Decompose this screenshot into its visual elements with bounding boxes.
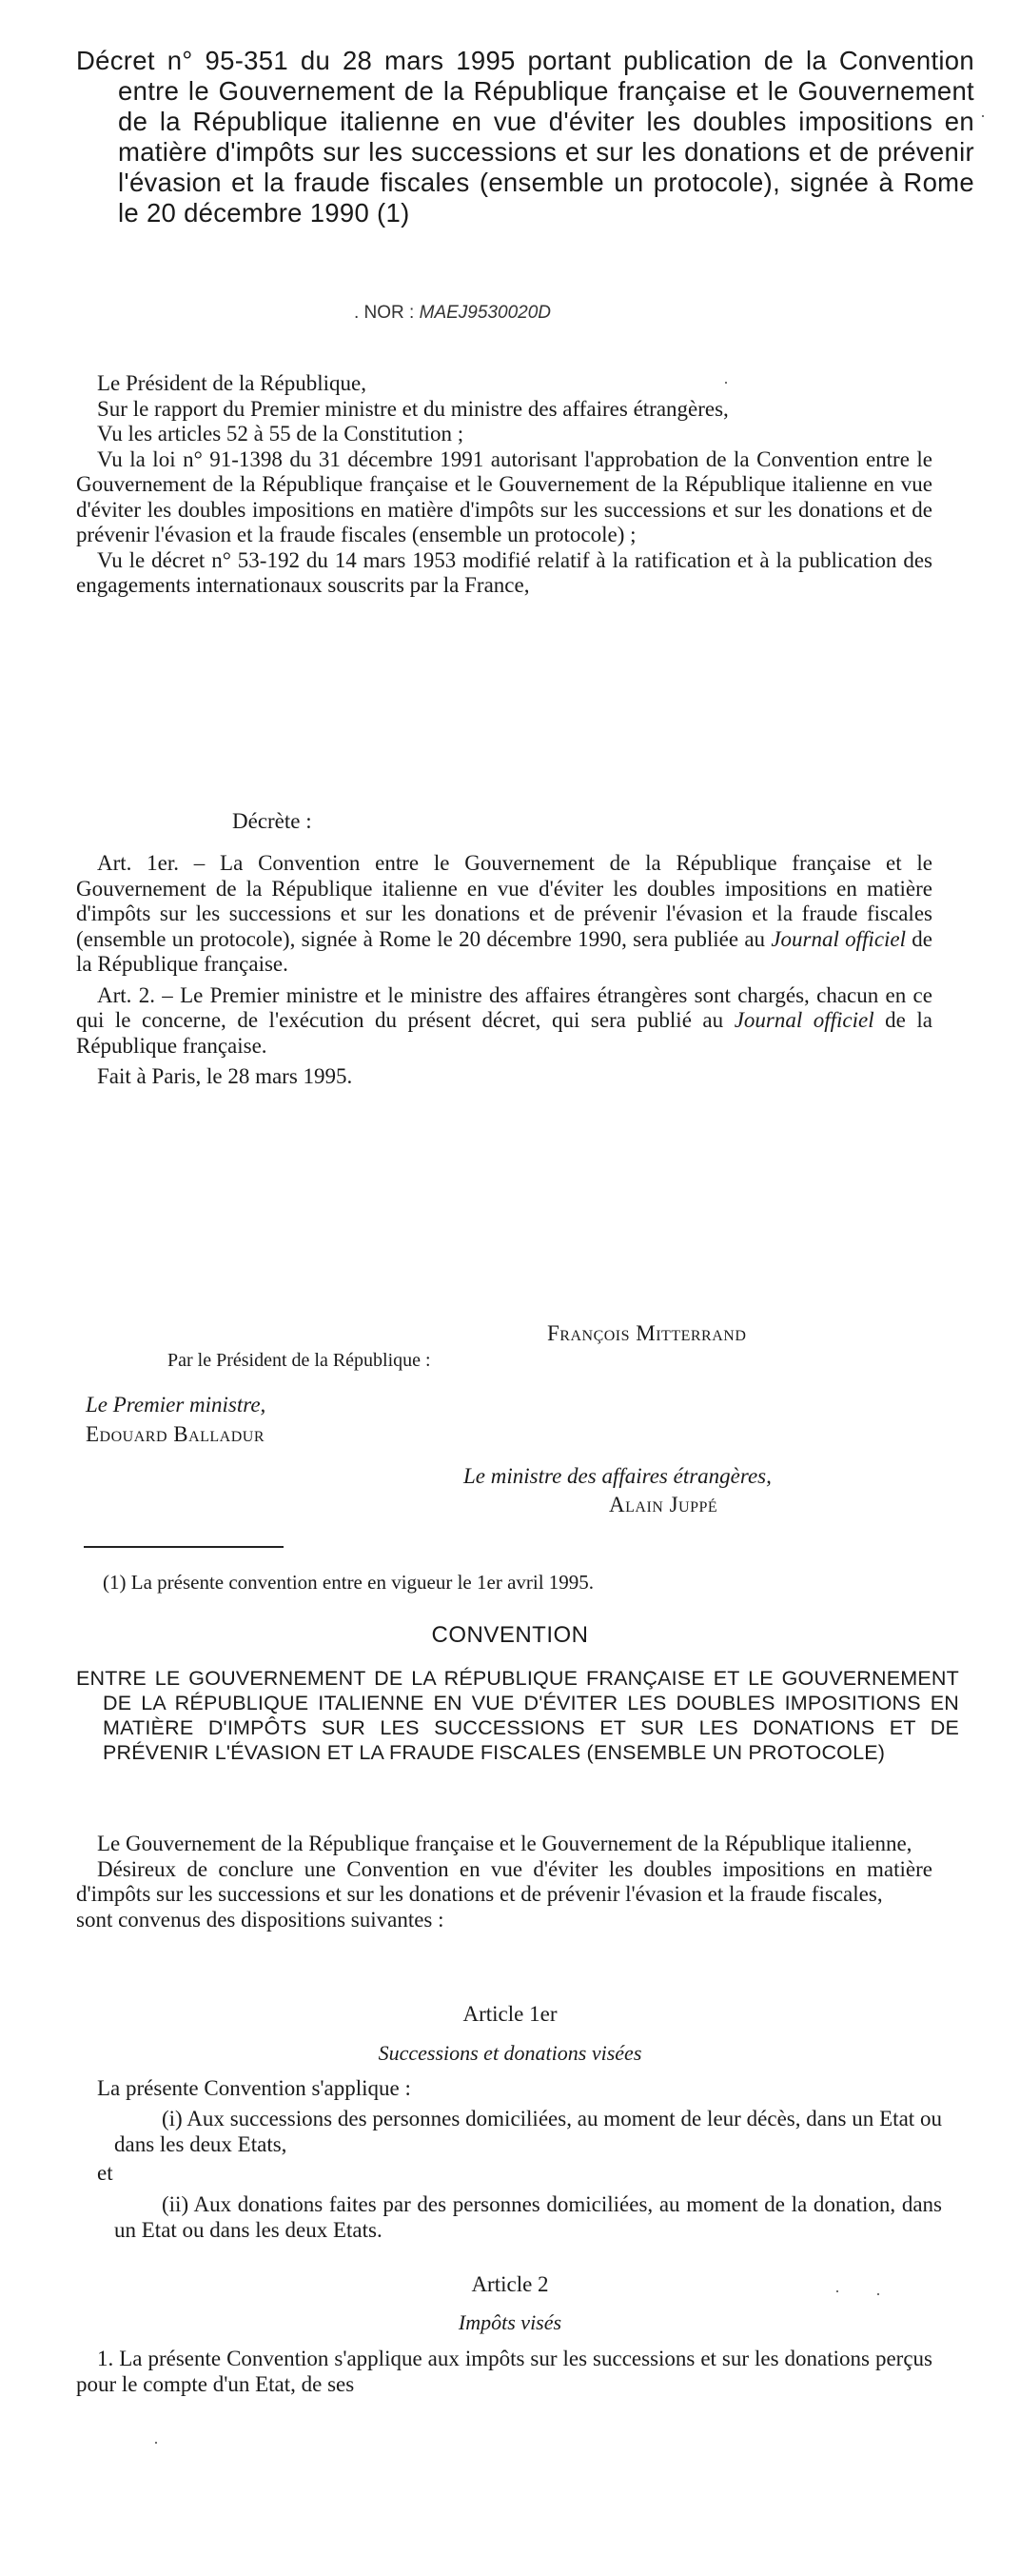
article-1: Art. 1er. – La Convention entre le Gouvernement de la République française et le Gouvernement de la République italienne en vue d'éviter les doubles impositions en matière d'impôts sur les successions et sur les donations et de prévenir l'évasion et la fraude fiscales (ensemble un protocole), signée à Rome le 20 décembre 1990, sera publiée au Journal officiel de la République française. bbox=[76, 851, 932, 976]
convention-intro-3: sont convenus des dispositions suivantes : bbox=[76, 1907, 444, 1932]
signature-by-president: Par le Président de la République : bbox=[167, 1350, 431, 1371]
article-1-et: et bbox=[97, 2161, 113, 2185]
decrete-label: Décrète : bbox=[232, 809, 312, 833]
convention-intro-2: Désireux de conclure une Convention en vue d'éviter les doubles impositions en matière d'impôts sur les successions et sur les donations et de prévenir l'évasion et la fraude fiscales, bbox=[76, 1856, 932, 1906]
article-1-subtitle: Successions et donations visées bbox=[378, 2041, 642, 2065]
convention-intro bbox=[76, 1832, 932, 1932]
convention-title: CONVENTION bbox=[431, 1622, 589, 1648]
article-2-body bbox=[76, 2347, 932, 2397]
preamble-law: Vu la loi n° 91-1398 du 31 décembre 1991 autorisant l'approbation de la Convention entre le Gouvernement de la République française et le Gouvernement de la République italienne en vue d'éviter les doubles impositions en matière d'impôts sur les successions et sur les donations et de prévenir l'évasion et la fraude fiscales (ensemble un protocole) ; bbox=[76, 446, 932, 546]
preamble bbox=[76, 366, 932, 599]
signature-pm-title: Le Premier ministre, bbox=[86, 1393, 266, 1417]
signature-fm-name: Alain Juppé bbox=[609, 1493, 718, 1516]
convention-heading: ENTRE LE GOUVERNEMENT DE LA RÉPUBLIQUE FRANÇAISE ET LE GOUVERNEMENT DE LA RÉPUBLIQUE ITALIENNE EN VUE D'ÉVITER LES DOUBLES IMPOSITIONS EN MATIÈRE D'IMPÔTS SUR LES SUCCESSIONS ET SUR LES DONATIONS ET DE PRÉVENIR L'ÉVASION ET LA FRAUDE FISCALES (ENSEMBLE UN PROTOCOLE) bbox=[76, 1667, 959, 1764]
nor-label: . NOR : bbox=[354, 303, 415, 323]
article-1-item-i: (i) Aux successions des personnes domiciliées, au moment de leur décès, dans un Etat ou dans les deux Etats, bbox=[114, 2107, 942, 2156]
article-2-paragraph-1: 1. La présente Convention s'applique aux impôts sur les successions et sur les donations perçus pour le compte d'un Etat, de ses bbox=[76, 2347, 932, 2396]
signature-pm-name: Edouard Balladur bbox=[86, 1422, 265, 1446]
article-1-title: Article 1er bbox=[462, 2002, 558, 2026]
preamble-report: Sur le rapport du Premier ministre et du ministre des affaires étrangères, bbox=[97, 396, 729, 421]
article-2-subtitle: Impôts visés bbox=[458, 2310, 562, 2334]
signature-president: François Mitterrand bbox=[547, 1321, 747, 1345]
done-at: Fait à Paris, le 28 mars 1995. bbox=[97, 1064, 353, 1088]
preamble-president: Le Président de la République, bbox=[97, 371, 366, 395]
convention-intro-1: Le Gouvernement de la République française et le Gouvernement de la République italienne, bbox=[97, 1832, 912, 1855]
article-2: Art. 2. – Le Premier ministre et le ministre des affaires étrangères sont chargés, chacun en ce qui le concerne, de l'exécution du présent décret, qui sera publié au Journal officiel de la République française. bbox=[76, 982, 933, 1058]
preamble-decree: Vu le décret n° 53-192 du 14 mars 1953 modifié relatif à la ratification et à la publication des engagements internationaux souscrits par la France, bbox=[76, 547, 932, 597]
signature-fm-title: Le ministre des affaires étrangères, bbox=[463, 1464, 772, 1488]
preamble-constitution: Vu les articles 52 à 55 de la Constitution ; bbox=[97, 422, 464, 446]
nor-reference bbox=[354, 303, 551, 324]
nor-value: MAEJ9530020D bbox=[419, 303, 551, 323]
document-page: Décret n° 95-351 du 28 mars 1995 portant publication de la Convention entre le Gouvernement de la République française et le Gouvernement de la République italienne en vue d'éviter les doubles impositions en matière d'impôts sur les successions et sur les donations et de prévenir l'évasion et la fraude fiscales (ensemble un protocole), signée à Rome le 20 décembre 1990 (1) . NOR : MAEJ9530020D Le Président de la République, Sur le rapport du Premier ministre et du ministre des affaires étrangères, Vu les articles 52 à 55 de la Constitution ; Vu la loi n° 91-1398 du 31 décembre 1991 autorisant l'approbation de la Convention entre le Gouvernement de la République française et le Gouvernement de la République italienne en vue d'éviter les doubles impositions en matière d'impôts sur les successions et sur les donations et de prévenir l'évasion et la fraude fiscales (ensemble un protocole) ; Vu le décret n° 53-192 du 14 mars 1953 modifié relatif à la ratification et à la publication des engagements internationaux souscrits par la France, Décrète : Art. 1er. – La Convention entre le Gouvernement de la République française et le Gouvernement de la République italienne en vue d'éviter les doubles impositions en matière d'impôts sur les successions et sur les donations et de prévenir l'évasion et la fraude fiscales (ensemble un protocole), signée à Rome le 20 décembre 1990, sera publiée au Journal officiel de la République française. Art. 2. – Le Premier ministre et le ministre des affaires étrangères sont chargés, chacun en ce qui le concerne, de l'exécution du présent décret, qui sera publié au Journal officiel de la République française. Fait à Paris, le 28 mars 1995. François Mitterrand Par le Président de la République : Le Premier ministre, Edouard Balladur Le ministre des affaires étrangères, Alain Juppé (1) La présente convention entre en vigueur le 1er avril 1995. CONVENTION ENTRE LE GOUVERNEMENT DE LA RÉPUBLIQUE FRANÇAISE ET LE GOUVERNEMENT DE LA RÉPUBLIQUE ITALIENNE EN VUE D'ÉVITER LES DOUBLES IMPOSITIONS EN MATIÈRE D'IMPÔTS SUR LES SUCCESSIONS ET SUR LES DONATIONS ET DE PRÉVENIR L'ÉVASION ET LA FRAUDE FISCALES (ENSEMBLE UN PROTOCOLE) Le Gouvernement de la République française et le Gouvernement de la République italienne, Désireux de conclure une Convention en vue d'éviter les doubles impositions en matière d'impôts sur les successions et sur les donations et de prévenir l'évasion et la fraude fiscales, sont convenus des dispositions suivantes : Article 1er Successions et donations visées La présente Convention s'applique : (i) Aux successions des personnes domiciliées, au moment de leur décès, dans un Etat ou dans les deux Etats, et (ii) Aux donations faites par des personnes domiciliées, au moment de la donation, dans un Etat ou dans les deux Etats. Article 2 Impôts visés 1. La présente Convention s'applique aux impôts sur les successions et sur les donations perçus pour le compte d'un Etat, de ses · · · · · bbox=[0, 0, 1020, 2576]
article-1-item-ii: (ii) Aux donations faites par des personnes domiciliées, au moment de la donation, dans un Etat ou dans les deux Etats. bbox=[114, 2192, 942, 2242]
decree-articles bbox=[76, 851, 932, 1090]
article-2-title: Article 2 bbox=[471, 2272, 549, 2296]
decree-title: Décret n° 95-351 du 28 mars 1995 portant publication de la Convention entre le Gouvernement de la République française et le Gouvernement de la République italienne en vue d'éviter les doubles impositions en matière d'impôts sur les successions et sur les donations et de prévenir l'évasion et la fraude fiscales (ensemble un protocole), signée à Rome le 20 décembre 1990 (1) bbox=[76, 46, 974, 228]
article-1-label: Art. 1er. bbox=[97, 851, 180, 875]
article-1-lead: La présente Convention s'applique : bbox=[97, 2076, 411, 2100]
footnote: (1) La présente convention entre en vigueur le 1er avril 1995. bbox=[103, 1571, 595, 1594]
article-2-label: Art. 2. bbox=[97, 982, 155, 1007]
footnote-divider bbox=[84, 1546, 284, 1548]
